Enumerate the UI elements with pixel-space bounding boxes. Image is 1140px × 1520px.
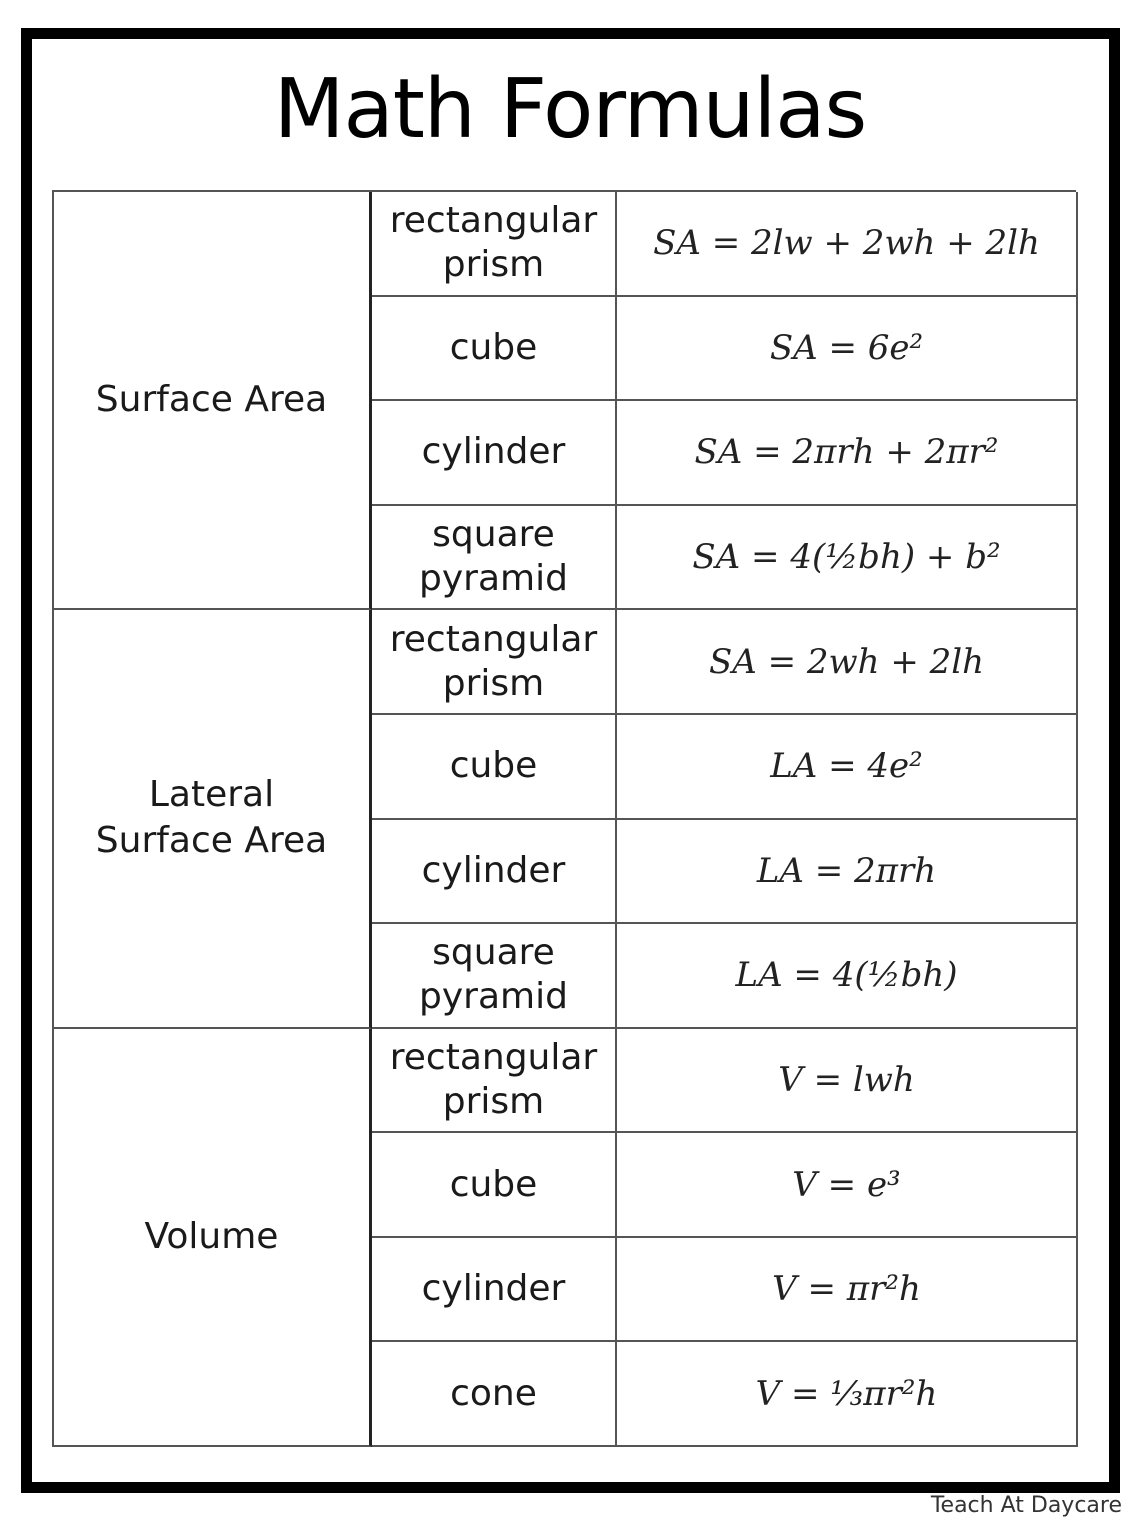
category-surface-area: Surface Area	[54, 192, 372, 610]
shape-label: cube	[372, 1133, 617, 1238]
formula: SA = 2lw + 2wh + 2lh	[617, 192, 1078, 297]
category-lateral-surface-area: Lateral Surface Area	[54, 610, 372, 1028]
category-volume: Volume	[54, 1029, 372, 1447]
shape-label: cube	[372, 715, 617, 820]
formula: SA = 6e²	[617, 297, 1078, 402]
shape-label: rectangular prism	[372, 192, 617, 297]
formula: V = e³	[617, 1133, 1078, 1238]
formula: LA = 4e²	[617, 715, 1078, 820]
formula: LA = 4(½bh)	[617, 924, 1078, 1029]
shape-label: cube	[372, 297, 617, 402]
formula-table	[52, 190, 1076, 1447]
formula: LA = 2πrh	[617, 820, 1078, 925]
shape-label: rectangular prism	[372, 1029, 617, 1134]
formula: V = ⅓πr²h	[617, 1342, 1078, 1447]
shape-label: rectangular prism	[372, 610, 617, 715]
formula: V = lwh	[617, 1029, 1078, 1134]
formula: SA = 4(½bh) + b²	[617, 506, 1078, 611]
shape-label: square pyramid	[372, 924, 617, 1029]
shape-label: square pyramid	[372, 506, 617, 611]
shape-label: cone	[372, 1342, 617, 1447]
formula: V = πr²h	[617, 1238, 1078, 1343]
formula: SA = 2wh + 2lh	[617, 610, 1078, 715]
shape-label: cylinder	[372, 820, 617, 925]
page-title: Math Formulas	[273, 62, 867, 157]
shape-label: cylinder	[372, 401, 617, 506]
formula: SA = 2πrh + 2πr²	[617, 401, 1078, 506]
shape-label: cylinder	[372, 1238, 617, 1343]
credit-text: Teach At Daycare	[930, 1493, 1122, 1518]
